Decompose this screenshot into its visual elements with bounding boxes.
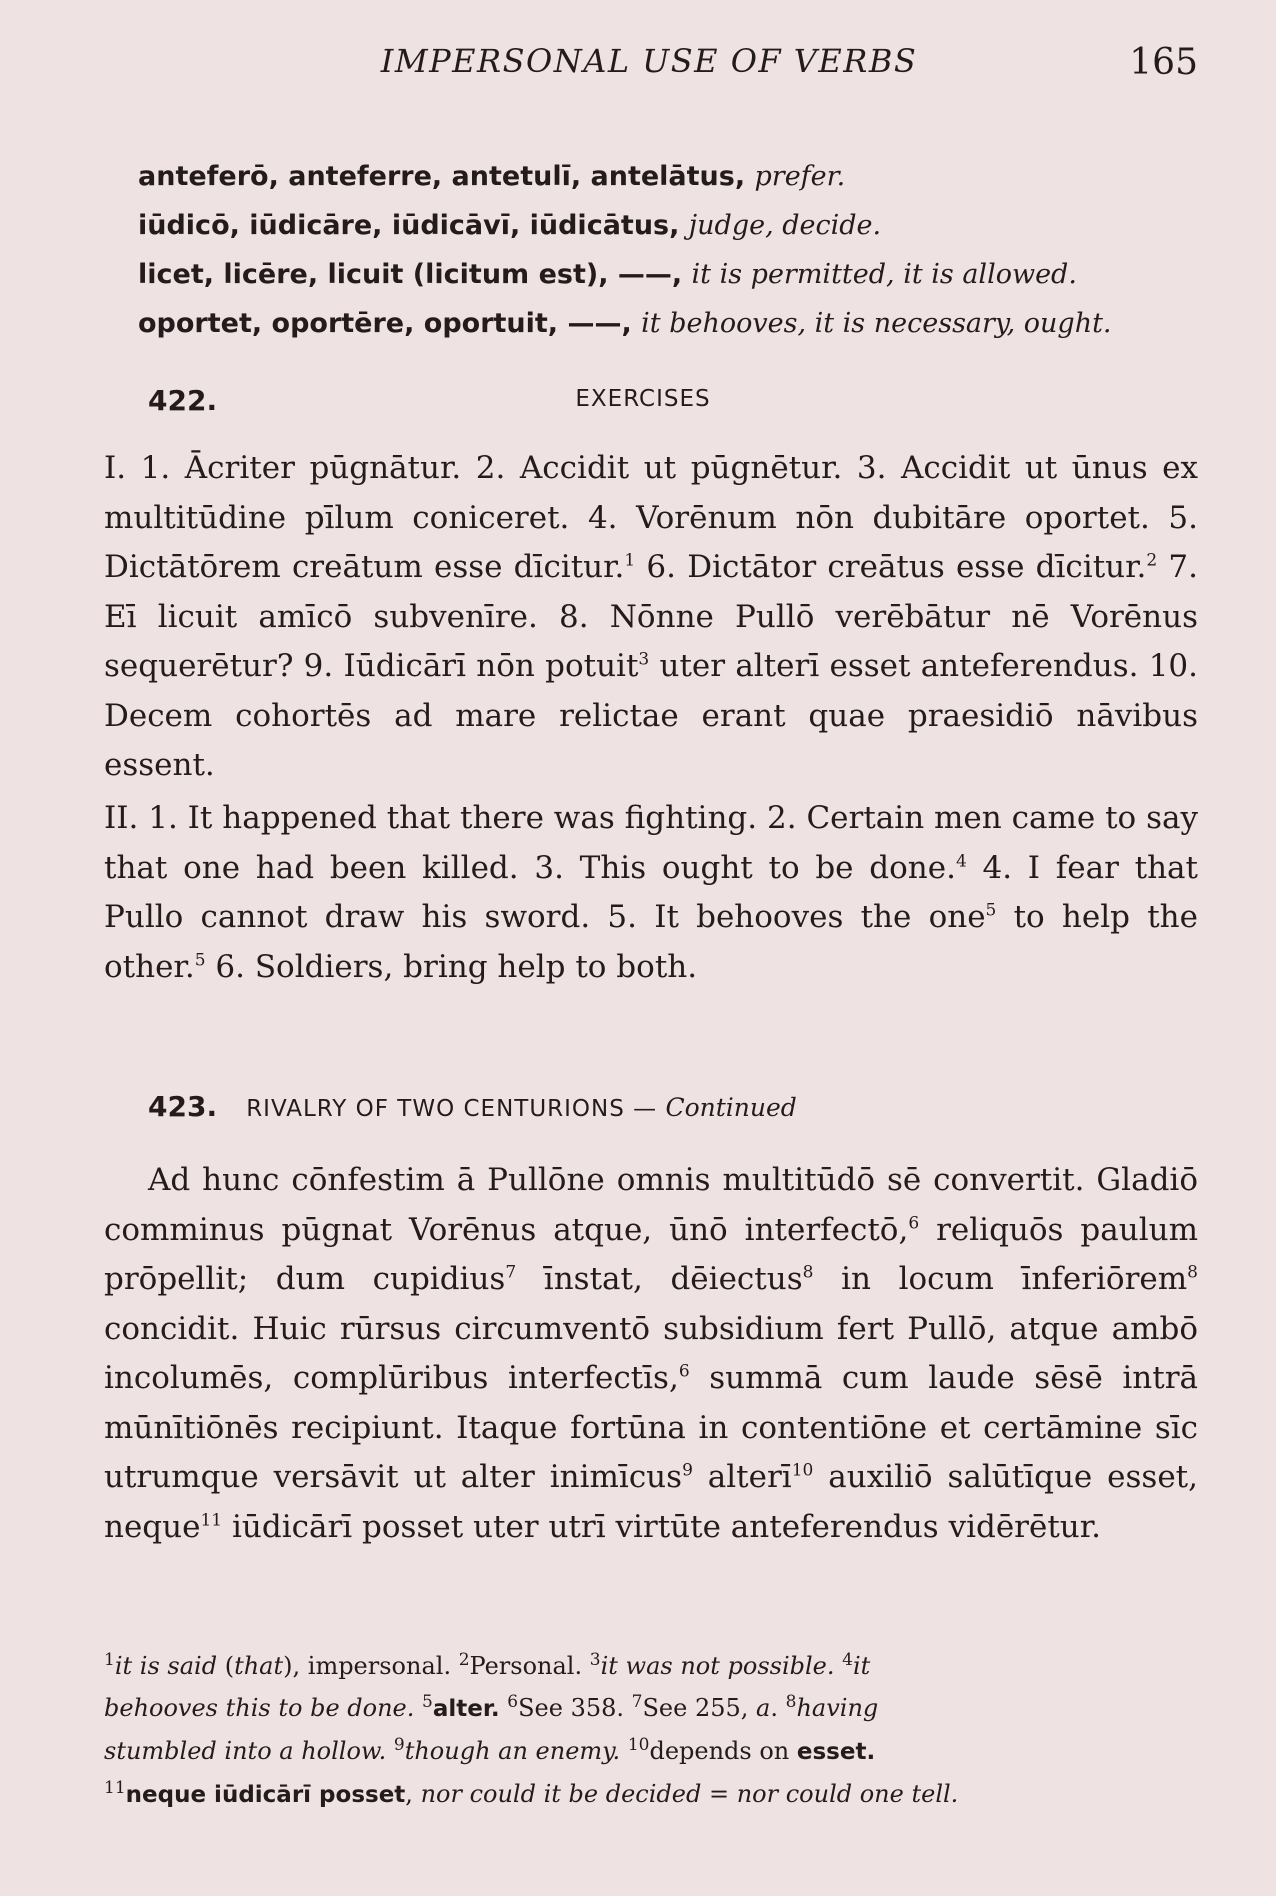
vocab-latin: iūdicō, iūdicāre, iūdicāvī, iūdicātus, [138,210,689,241]
footnote-ref: 6 [908,1213,920,1234]
text-run: , [405,1780,421,1808]
footnote-line [104,1687,1198,1730]
footnote-ref: 7 [631,1692,643,1712]
footnote-ref: 5 [985,900,997,921]
footnote-ref: 5 [194,950,206,971]
running-title: IMPERSONAL USE OF VERBS [380,42,918,80]
bold-text: alter. [432,1696,500,1722]
section-title: EXERCISES [575,386,711,412]
italic-text: though an enemy. [404,1737,628,1765]
italic-text: it was not possible. [600,1652,843,1680]
vocab-entry [138,299,1198,348]
passage-paragraph [104,1156,1198,1552]
text-run: ( [224,1652,235,1680]
section-number: 423. [148,1090,218,1123]
footnote-ref: 1 [104,1650,115,1670]
reading-passage [104,1156,1198,1552]
vocab-entry [138,250,1198,299]
text-run: īnstat, dēiectus [516,1261,803,1297]
text-run: See 255, [642,1694,757,1722]
text-run: summā cum laude sēsē intrā mūnītiōnēs recipiunt. Itaque fortūna in contentiōne et certāmine sīc utrumque versāvit ut alter inimīcus [104,1360,1198,1495]
italic-text: having [796,1694,879,1722]
section-title: RIVALRY OF TWO CENTURIONS — [246,1096,666,1122]
text-run: II. 1. It happened that there was fighting. 2. Certain men came to say that one had been killed. 3. This ought to be done. [104,800,1198,886]
footnotes [104,1645,1198,1816]
bold-text: neque iūdicārī posset [125,1782,406,1808]
text-run: depends on [649,1737,797,1765]
text-run: Personal. [469,1652,590,1680]
footnote-ref: 9 [682,1460,693,1481]
footnote-ref: 8 [1187,1262,1198,1283]
footnote-ref: 10 [791,1460,814,1481]
text-run: 7. Eī licuit amīcō subvenīre. 8. Nōnne Pullō verēbātur nē Vorēnus sequerētur? 9. Iūdicārī nōn potuit [104,549,1198,684]
text-run: 6. Dictātor creātus esse dīcitur. [635,549,1147,585]
text-run: ), impersonal. [283,1652,459,1680]
text-run: reliquōs paulum prōpellit; dum cupidius [104,1211,1198,1297]
vocab-definition: it behooves, it is necessary, ought. [641,308,1112,339]
vocab-latin: anteferō, anteferre, antetulī, antelātus, [138,161,755,192]
footnote-ref: 9 [393,1735,405,1755]
exercise-part-one [104,444,1198,791]
text-run: in locum īnferiōrem [813,1261,1188,1297]
vocabulary-list [138,152,1198,348]
footnote-ref: 7 [505,1262,517,1283]
running-head [100,42,1198,86]
text-run: concidit. Huic rūrsus circumventō subsidium fert Pullō, atque ambō incolumēs, complūribus interfectīs, [104,1310,1198,1396]
italic-text: a [756,1694,771,1722]
footnote-ref: 8 [802,1262,814,1283]
vocab-entry [138,201,1198,250]
bold-text: esset. [796,1739,876,1765]
footnote-line [104,1730,1198,1773]
footnote-ref: 10 [627,1735,650,1755]
exercise-paragraph [104,794,1198,992]
section-423-heading [148,1090,1198,1130]
footnote-ref: 1 [624,550,636,571]
vocab-entry [138,152,1198,201]
italic-text: behooves this to be done. [104,1694,422,1722]
italic-text: it [852,1652,871,1680]
footnote-line [104,1773,1198,1816]
text-run: Ad hunc cōnfestim ā Pullōne omnis multitūdō sē convertit. Gladiō comminus pūgnat Vorēnus atque, ūnō interfectō, [104,1162,1198,1248]
footnote-ref: 2 [458,1650,470,1670]
section-422-heading [148,384,1198,424]
text-run: uter alterī esset anteferendus. 10. Decem cohortēs ad mare relictae erant quae praesidiō nāvibus essent. [104,648,1198,783]
section-number: 422. [148,384,218,417]
section-continued-label: Continued [665,1093,797,1122]
text-run: See 358. [518,1694,632,1722]
vocab-definition: it is permitted, it is allowed. [691,259,1077,290]
footnote-ref: 4 [955,851,967,872]
vocab-latin: oportet, oportēre, oportuit, ——, [138,308,642,339]
vocab-latin: licet, licēre, licuit (licitum est), ——, [138,259,692,290]
footnote-ref: 3 [589,1650,601,1670]
text-run: iūdicārī posset uter utrī virtūte anteferendus vidērētur. [222,1508,1102,1545]
footnote-ref: 11 [200,1510,223,1531]
footnote-line [104,1645,1198,1687]
text-run: 6. Soldiers, bring help to both. [205,948,698,985]
italic-text: it is said [114,1652,225,1680]
footnote-ref: 2 [1146,550,1158,571]
text-run: alterī [692,1459,792,1495]
footnote-ref: 5 [422,1692,433,1712]
text-run: to help the other. [104,899,1198,985]
footnote-ref: 4 [842,1650,853,1670]
vocab-definition: judge, decide. [688,210,882,241]
text-run: 4. I fear that Pullo cannot draw his sword. 5. It behooves the one [104,849,1198,935]
footnote-ref: 11 [104,1778,126,1798]
text-run: I. 1. Ācriter pūgnātur. 2. Accidit ut pūgnētur. 3. Accidit ut ūnus ex multitūdine pīlum coniceret. 4. Vorēnum nōn dubitāre oportet. 5. Dictātōrem creātum esse dīcitur. [104,450,1198,585]
vocab-definition: prefer. [754,161,846,192]
footnote-ref: 3 [638,649,650,670]
page-number: 165 [1129,42,1198,83]
exercise-part-two [104,794,1198,992]
text-run: auxiliō salūtīque esset, neque [104,1459,1198,1545]
text-run: . [770,1694,786,1722]
italic-text: that [234,1652,284,1680]
footnote-ref: 6 [507,1692,519,1712]
footnote-ref: 8 [785,1692,797,1712]
italic-text: stumbled into a hollow. [104,1737,394,1765]
italic-text: nor could it be decided = nor could one tell. [420,1780,959,1808]
exercise-paragraph [104,444,1198,791]
footnote-ref: 6 [678,1361,690,1382]
